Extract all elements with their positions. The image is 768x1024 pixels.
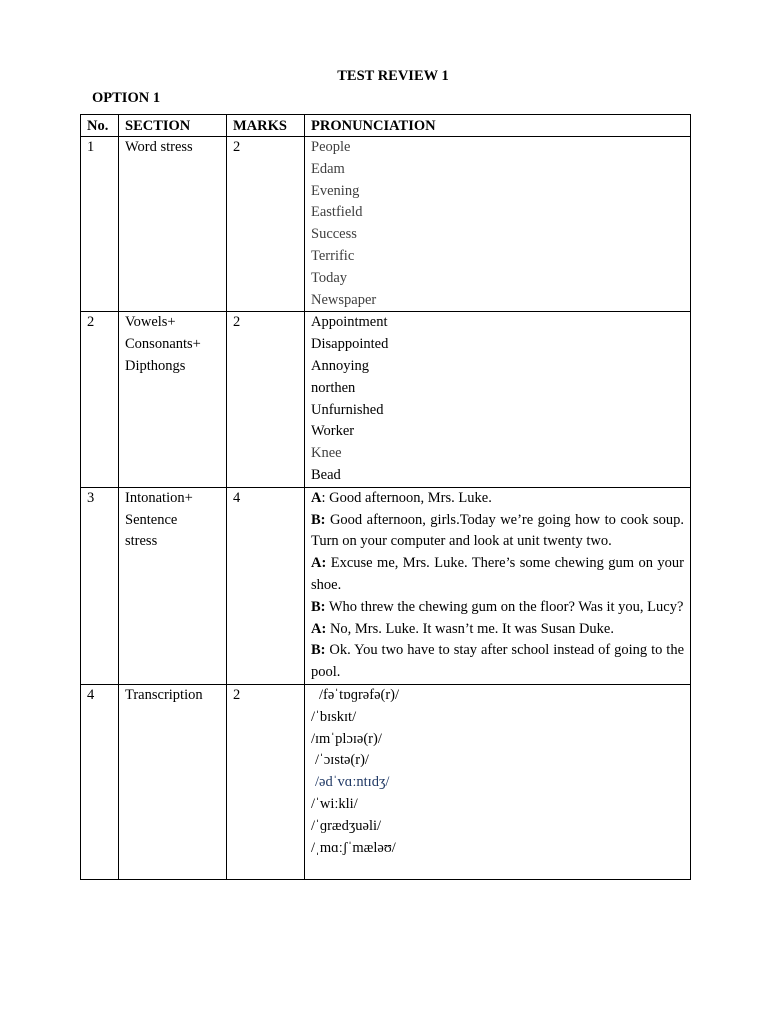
speaker-label: B: bbox=[311, 511, 326, 528]
word-item: Newspaper bbox=[311, 291, 377, 308]
pronunciation-cell bbox=[305, 487, 691, 684]
speaker-label: A: bbox=[311, 555, 327, 572]
word-item: Success bbox=[311, 226, 357, 243]
pronunciation-cell bbox=[305, 684, 691, 879]
row-number: 4 bbox=[81, 684, 119, 879]
word-item: Today bbox=[311, 269, 348, 286]
section-cell bbox=[119, 684, 227, 879]
word-item: Worker bbox=[311, 423, 355, 440]
table-row bbox=[81, 312, 691, 487]
header-section: SECTION bbox=[119, 115, 227, 137]
section-label: Word stress bbox=[125, 139, 193, 155]
pronunciation-cell bbox=[305, 137, 691, 312]
dialogue-line bbox=[311, 619, 684, 641]
row-number: 1 bbox=[81, 137, 119, 312]
table-row bbox=[81, 487, 691, 684]
table-header-row bbox=[81, 115, 691, 137]
dialogue-text: Good afternoon, girls.Today we’re going how to cook soup. Turn on your computer and look at unit twenty two. bbox=[311, 511, 684, 550]
header-pronunciation: PRONUNCIATION bbox=[305, 115, 691, 137]
transcription-item: /ˈbɪskɪt/ bbox=[311, 708, 357, 725]
dialogue-line bbox=[311, 553, 684, 597]
table-row bbox=[81, 684, 691, 879]
section-label: Intonation+ bbox=[125, 489, 193, 506]
word-item: Edam bbox=[311, 160, 345, 177]
word-item: Annoying bbox=[311, 357, 369, 374]
word-item: Terrific bbox=[311, 247, 355, 264]
option-heading: OPTION 1 bbox=[92, 90, 161, 106]
dialogue-line bbox=[311, 510, 684, 554]
word-item: Eastfield bbox=[311, 204, 363, 221]
dialogue-line bbox=[311, 488, 684, 510]
word-item: Disappointed bbox=[311, 336, 389, 353]
row-number: 3 bbox=[81, 487, 119, 684]
transcription-item: /ɪmˈplɔɪə(r)/ bbox=[311, 730, 382, 747]
section-cell bbox=[119, 487, 227, 684]
section-cell bbox=[119, 312, 227, 487]
header-marks: MARKS bbox=[227, 115, 305, 137]
dialogue-text: Excuse me, Mrs. Luke. There’s some chewing gum on your shoe. bbox=[311, 555, 684, 593]
transcription-item: /ˈwiːkli/ bbox=[311, 795, 358, 812]
word-item: People bbox=[311, 139, 351, 155]
dialogue-text: Who threw the chewing gum on the floor? Was it you, Lucy? bbox=[325, 598, 684, 615]
speaker-label: A: bbox=[311, 620, 327, 637]
marks-cell: 2 bbox=[227, 137, 305, 312]
section-label: stress bbox=[125, 533, 158, 550]
word-item: Unfurnished bbox=[311, 401, 384, 418]
marks-cell: 2 bbox=[227, 684, 305, 879]
marks-cell: 2 bbox=[227, 312, 305, 487]
speaker-label: A bbox=[311, 489, 322, 506]
section-label: Transcription bbox=[125, 686, 203, 703]
transcription-item: /ˈɔɪstə(r)/ bbox=[315, 752, 369, 769]
dialogue-text: No, Mrs. Luke. It wasn’t me. It was Susan Duke. bbox=[326, 620, 614, 637]
word-item: northen bbox=[311, 379, 356, 396]
transcription-item: /ədˈvɑːntɪdʒ/ bbox=[315, 774, 390, 791]
speaker-label: B: bbox=[311, 598, 326, 615]
document-title: TEST REVIEW 1 bbox=[337, 68, 449, 84]
dialogue-text: Good afternoon, Mrs. Luke. bbox=[325, 489, 492, 506]
transcription-item: /ˈɡrædʒuəli/ bbox=[311, 817, 382, 834]
speaker-label: B: bbox=[311, 642, 326, 659]
transcription-item: /fəˈtɒɡrəfə(r)/ bbox=[319, 686, 400, 703]
section-label: Consonants+ bbox=[125, 336, 201, 353]
section-label: Sentence bbox=[125, 511, 178, 528]
word-item: Bead bbox=[311, 466, 341, 483]
speaker-separator: : bbox=[321, 489, 326, 506]
header-no: No. bbox=[81, 115, 119, 137]
section-label: Dipthongs bbox=[125, 357, 186, 374]
section-label: Vowels+ bbox=[125, 314, 176, 331]
transcription-item: /ˌmɑːʃˈmæləʊ/ bbox=[311, 839, 396, 856]
dialogue-line bbox=[311, 597, 684, 619]
dialogue-text: Ok. You two have to stay after school instead of going to the pool. bbox=[311, 642, 684, 681]
word-item: Evening bbox=[311, 182, 360, 199]
table-row bbox=[81, 137, 691, 312]
review-table bbox=[80, 114, 691, 880]
dialogue-line bbox=[311, 640, 684, 684]
word-item: Knee bbox=[311, 445, 342, 462]
section-cell bbox=[119, 137, 227, 312]
row-number: 2 bbox=[81, 312, 119, 487]
pronunciation-cell bbox=[305, 312, 691, 487]
marks-cell: 4 bbox=[227, 487, 305, 684]
word-item: Appointment bbox=[311, 314, 388, 331]
